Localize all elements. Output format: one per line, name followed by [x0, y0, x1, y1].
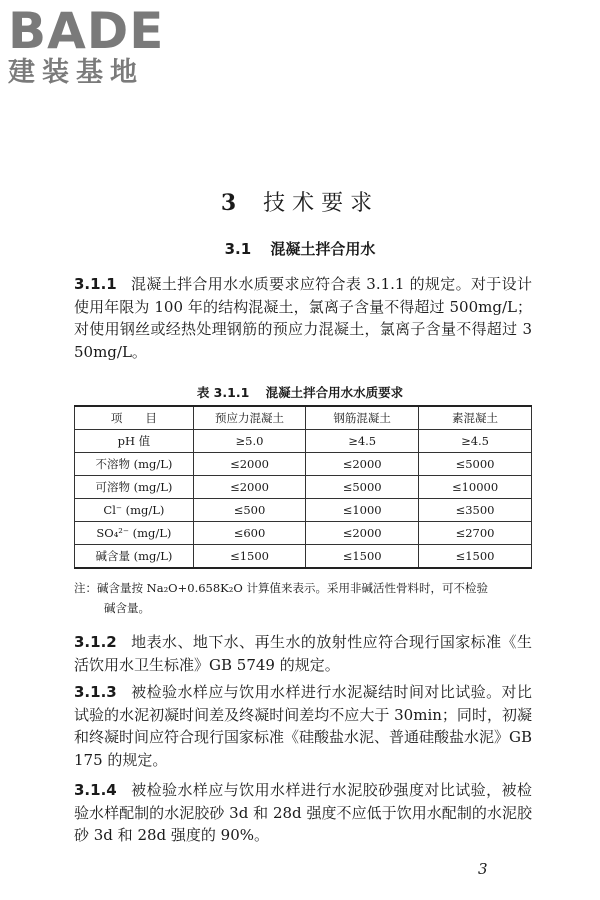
table-note: [74, 578, 532, 618]
cell-value: ≤2000: [306, 522, 419, 545]
cell-value: ≤10000: [419, 476, 532, 499]
clause-text: 混凝土拌合用水水质要求应符合表 3.1.1 的规定。对于设计使用年限为 100 年的结构混凝土，氯离子含量不得超过 500mg/L；对使用钢丝或经热处理钢筋的预应力混凝土，氯离子含量不得超过 350mg/L。: [74, 275, 532, 361]
brand-logo: [8, 2, 165, 88]
section-title: 混凝土拌合用水: [270, 240, 376, 258]
table-row: [75, 522, 532, 545]
logo-wordmark: BADE: [8, 2, 165, 60]
cell-value: ≤2000: [306, 453, 419, 476]
clause-text: 地表水、地下水、再生水的放射性应符合现行国家标准《生活饮用水卫生标准》GB 5749 的规定。: [74, 633, 532, 674]
row-label: 可溶物 (mg/L): [75, 476, 194, 499]
row-label: 碱含量 (mg/L): [75, 545, 194, 569]
cell-value: ≤1500: [306, 545, 419, 569]
cell-value: ≥5.0: [193, 430, 305, 453]
cell-value: ≤2700: [419, 522, 532, 545]
page-number: 3: [478, 860, 488, 878]
row-label: SO₄²⁻ (mg/L): [75, 522, 194, 545]
clause-text: 被检验水样应与饮用水样进行水泥胶砂强度对比试验，被检验水样配制的水泥胶砂 3d 和 28d 强度不应低于饮用水配制的水泥胶砂 3d 和 28d 强度的 90%。: [74, 781, 532, 844]
row-label: 不溶物 (mg/L): [75, 453, 194, 476]
note-line: 碱含量。: [104, 601, 150, 615]
header-reinforced: 钢筋混凝土: [306, 406, 419, 430]
clause-3-1-2: [74, 631, 532, 676]
section-number: 3.1: [224, 240, 252, 258]
chapter-heading: [0, 186, 600, 217]
chapter-number: 3: [220, 190, 244, 216]
cell-value: ≥4.5: [306, 430, 419, 453]
cell-value: ≥4.5: [419, 430, 532, 453]
clause-3-1-1: [74, 273, 532, 363]
cell-value: ≤3500: [419, 499, 532, 522]
table-row: [75, 545, 532, 569]
table-header-row: [75, 406, 532, 430]
note-line: 注：碱含量按 Na₂O+0.658K₂O 计算值来表示。采用非碱活性骨料时，可不检验: [74, 581, 488, 595]
clause-text: 被检验水样应与饮用水样进行水泥凝结时间对比试验。对比试验的水泥初凝时间差及终凝时间差均不应大于 30min；同时，初凝和终凝时间应符合现行国家标准《硅酸盐水泥、普通硅酸盐水泥》GB 175 的规定。: [74, 683, 533, 769]
header-plain: 素混凝土: [419, 406, 532, 430]
clause-3-1-3: [74, 681, 532, 771]
table-row: [75, 453, 532, 476]
cell-value: ≤5000: [419, 453, 532, 476]
cell-value: ≤1000: [306, 499, 419, 522]
header-item: 项 目: [75, 406, 194, 430]
chapter-title: 技术要求: [263, 191, 380, 216]
cell-value: ≤1500: [419, 545, 532, 569]
table-row: [75, 476, 532, 499]
water-quality-table: [74, 405, 532, 569]
row-label: Cl⁻ (mg/L): [75, 499, 194, 522]
cell-value: ≤2000: [193, 476, 305, 499]
logo-subtitle: 建装基地: [8, 57, 144, 88]
row-label: pH 值: [75, 430, 194, 453]
cell-value: ≤500: [193, 499, 305, 522]
table-caption: [0, 383, 600, 401]
cell-value: ≤600: [193, 522, 305, 545]
table-row: [75, 430, 532, 453]
table-title: 混凝土拌合用水水质要求: [265, 385, 404, 400]
clause-number: 3.1.4: [74, 781, 117, 799]
table-row: [75, 499, 532, 522]
header-prestressed: 预应力混凝土: [193, 406, 305, 430]
clause-3-1-4: [74, 779, 532, 847]
cell-value: ≤5000: [306, 476, 419, 499]
clause-number: 3.1.3: [74, 683, 117, 701]
section-heading: [0, 238, 600, 259]
clause-number: 3.1.2: [74, 633, 117, 651]
table-number: 表 3.1.1: [196, 385, 250, 400]
clause-number: 3.1.1: [74, 275, 117, 293]
cell-value: ≤2000: [193, 453, 305, 476]
cell-value: ≤1500: [193, 545, 305, 569]
